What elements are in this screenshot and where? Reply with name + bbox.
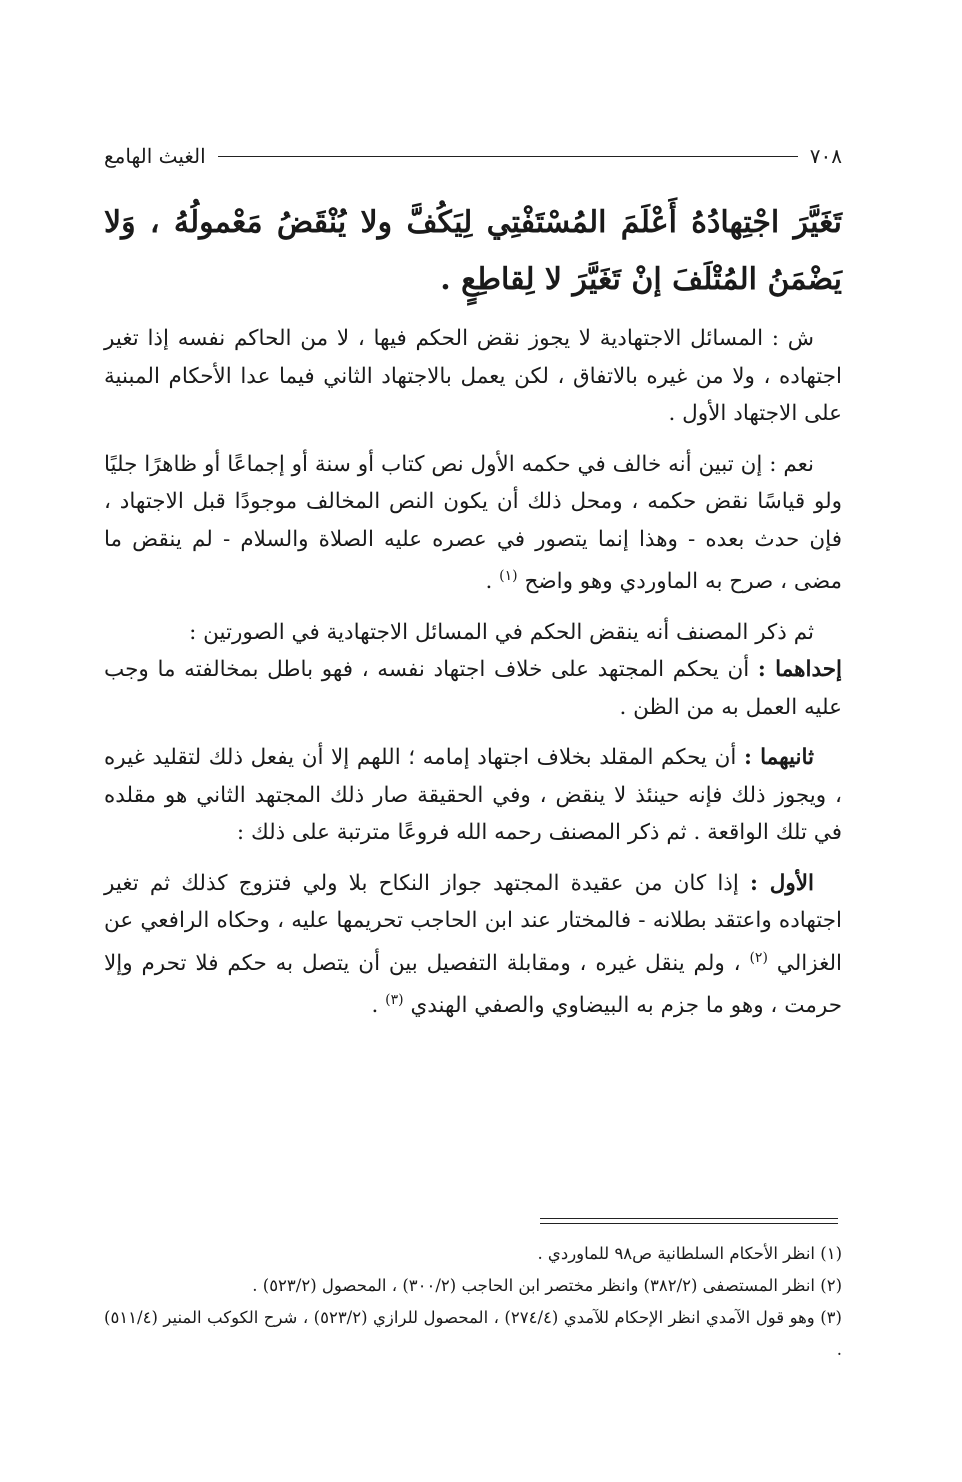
paragraph-lead: ثانيهما :: [743, 745, 814, 771]
paragraph-6: [104, 865, 842, 1025]
paragraph-text: نعم : إن تبين أنه خالف في حكمه الأول نص كتاب أو سنة أو إجماعًا أو ظاهرًا جليًا ولو قياسًا نقض حكمه ، ومحل ذلك أن يكون النص المخالف موجودًا قبل الاجتهاد ، فإن حدث بعده - وهذا إنما يتصور في عصره عليه الصلاة والسلام - لم ينقض ما مضى ، صرح به الماوردي وهو واضح: [104, 451, 842, 595]
footnote-3: (٣) وهو قول الآمدي انظر الإحكام للآمدي (٢٧٤/٤) ، المحصول للرازي (٥٢٣/٢) ، شرح الكوكب المنير (٥١١/٤) .: [104, 1308, 842, 1359]
footnote-1: (١) انظر الأحكام السلطانية ص٩٨ للماوردي .: [537, 1244, 842, 1263]
footnote-ref-2[interactable]: (٢): [749, 949, 768, 966]
paragraph-4: [104, 651, 842, 726]
footnote-2: (٢) انظر المستصفى (٣٨٢/٢) وانظر مختصر ابن الحاجب (٣٠٠/٢) ، المحصول (٥٢٣/٢) .: [252, 1276, 842, 1295]
footnote-ref-1[interactable]: (١): [499, 568, 518, 584]
book-title: الغيث الهامع: [104, 144, 206, 168]
matn-text: تَغَيَّرَ اجْتِهادُهُ أَعْلَمَ المُسْتَفْتِي لِيَكُفَّ ولا يُنْقَضُ مَعْمولُهُ ، وَلا يَضْمَنُ المُتْلَفَ إنْ تَغَيَّرَ لا لِقاطِعٍ .: [104, 205, 842, 297]
paragraph-text: إذا كان من عقيدة المجتهد جواز النكاح بلا ولي فتزوج كذلك ثم تغير اجتهاده واعتقد بطلانه - فالمختار عند ابن الحاجب تحريمها عليه ، وحكاه الرافعي عن الغزالي: [104, 870, 842, 976]
paragraph-text: أن يحكم المجتهد على خلاف اجتهاد نفسه ، فهو باطل بمخالفته ما وجب عليه العمل به من الظن .: [104, 657, 842, 720]
paragraph-tail: .: [485, 569, 500, 595]
running-header: [104, 136, 842, 176]
paragraph-tail: .: [371, 993, 386, 1019]
paragraph-lead: الأول :: [750, 870, 814, 896]
paragraph-text: ش : المسائل الاجتهادية لا يجوز نقض الحكم فيها ، لا من الحاكم نفسه إذا تغير اجتهاده ، ولا من غيره بالاتفاق ، لكن يعمل بالاجتهاد الثاني فيما عدا الأحكام المبنية على الاجتهاد الأول .: [104, 326, 842, 426]
footnote-separator: [540, 1223, 838, 1224]
paragraph-tail: ، ولم ينقل غيره ، ومقابلة التفصيل بين أن يتصل به حكم فلا تحرم وإلا حرمت ، وهو ما جزم به البيضاوي والصفي الهندي: [104, 950, 842, 1019]
paragraph-1: [104, 320, 842, 433]
paragraph-3: [104, 614, 842, 652]
footnotes: [104, 1238, 842, 1366]
footnote-separator: [540, 1218, 838, 1219]
footnote-ref-3[interactable]: (٣): [385, 992, 404, 1009]
paragraph-text: أن يحكم المقلد بخلاف اجتهاد إمامه ؛ اللهم إلا أن يفعل ذلك لتقليد غيره ، ويجوز ذلك فإنه حينئذ لا ينقض ، وفي الحقيقة صار ذلك المجتهد الثاني هو مقلده في تلك الواقعة . ثم ذكر المصنف رحمه الله فروعًا مترتبة على ذلك :: [104, 745, 842, 846]
header-rule: [218, 156, 798, 157]
paragraph-5: [104, 739, 842, 852]
page-number: ٧٠٨: [809, 144, 842, 168]
paragraph-lead: إحداهما :: [757, 657, 843, 683]
paragraph-2: [104, 446, 842, 601]
commentary: [104, 320, 842, 1038]
paragraph-text: ثم ذكر المصنف أنه ينقض الحكم في المسائل الاجتهادية في الصورتين :: [189, 619, 814, 645]
